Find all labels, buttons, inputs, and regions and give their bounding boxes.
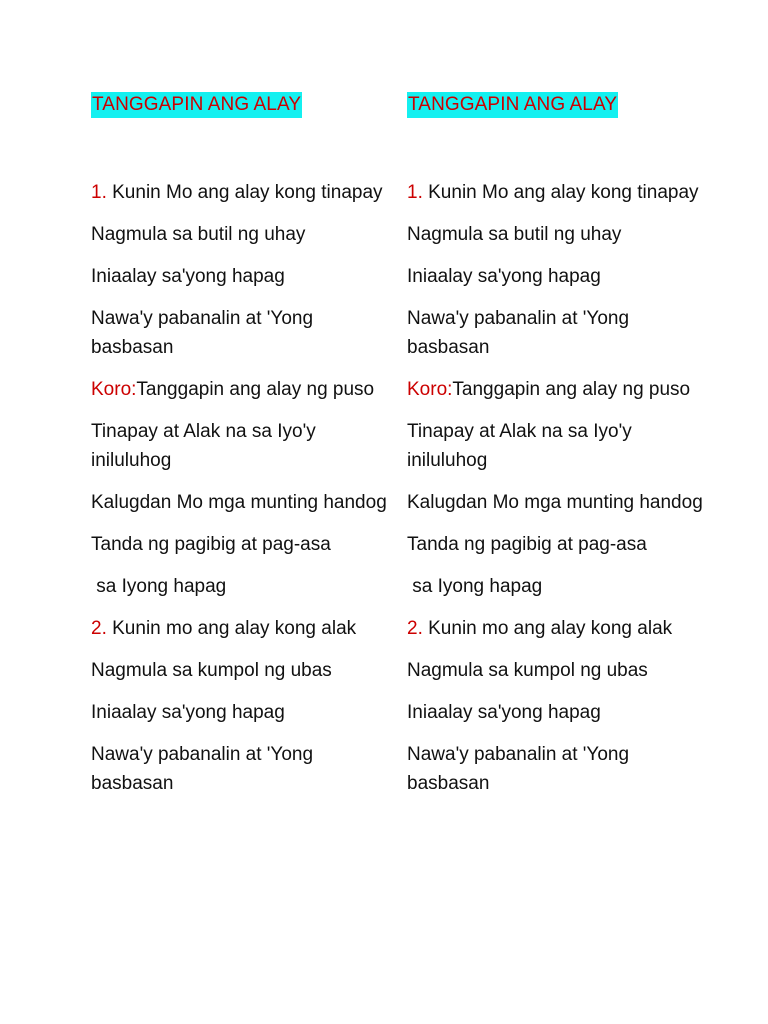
verse-marker: 2. bbox=[91, 618, 107, 639]
lyric-text: Nagmula sa kumpol ng ubas bbox=[407, 660, 648, 681]
lyric-text: Tanda ng pagibig at pag-asa bbox=[407, 534, 647, 555]
lyric-line bbox=[91, 262, 391, 291]
lyric-text: Iniaalay sa'yong hapag bbox=[407, 266, 601, 287]
lyric-line bbox=[91, 304, 391, 362]
lyrics-lines bbox=[407, 178, 707, 798]
lyric-line bbox=[91, 220, 391, 249]
lyric-text: Nagmula sa butil ng uhay bbox=[407, 224, 622, 245]
lyric-line bbox=[407, 417, 707, 475]
lyric-line bbox=[407, 178, 707, 207]
lyric-line bbox=[91, 614, 391, 643]
lyric-text: Nawa'y pabanalin at 'Yong basbasan bbox=[407, 744, 635, 794]
lyric-line bbox=[407, 572, 707, 601]
song-title: TANGGAPIN ANG ALAY bbox=[407, 92, 618, 118]
lyric-text: Nawa'y pabanalin at 'Yong basbasan bbox=[91, 744, 319, 794]
lyric-line bbox=[407, 614, 707, 643]
lyric-text: Kalugdan Mo mga munting handog bbox=[91, 492, 387, 513]
lyric-line bbox=[407, 740, 707, 798]
lyric-text: Kalugdan Mo mga munting handog bbox=[407, 492, 703, 513]
lyric-line bbox=[407, 530, 707, 559]
lyric-line bbox=[91, 572, 391, 601]
lyric-text: Nagmula sa butil ng uhay bbox=[91, 224, 306, 245]
lyric-line bbox=[407, 698, 707, 727]
lyrics-lines bbox=[91, 178, 391, 798]
verse-marker: Koro: bbox=[407, 379, 453, 400]
lyric-line bbox=[407, 375, 707, 404]
song-title: TANGGAPIN ANG ALAY bbox=[91, 92, 302, 118]
lyric-line bbox=[91, 178, 391, 207]
lyric-text: Iniaalay sa'yong hapag bbox=[91, 702, 285, 723]
lyrics-column-right bbox=[407, 92, 707, 811]
lyrics-column-left bbox=[91, 92, 391, 811]
lyric-text: Tinapay at Alak na sa Iyo'y iniluluhog bbox=[407, 421, 637, 471]
lyric-line bbox=[91, 375, 391, 404]
lyric-text: Tanggapin ang alay ng puso bbox=[136, 379, 375, 400]
lyric-line bbox=[91, 656, 391, 685]
lyric-line bbox=[91, 417, 391, 475]
lyric-line bbox=[91, 740, 391, 798]
lyric-text: Tanggapin ang alay ng puso bbox=[452, 379, 691, 400]
verse-marker: Koro: bbox=[91, 379, 137, 400]
verse-marker: 1. bbox=[407, 182, 423, 203]
lyric-text: Nawa'y pabanalin at 'Yong basbasan bbox=[91, 308, 319, 358]
lyric-line bbox=[407, 488, 707, 517]
verse-marker: 2. bbox=[407, 618, 423, 639]
lyric-line bbox=[407, 304, 707, 362]
lyric-text: sa Iyong hapag bbox=[91, 576, 227, 597]
lyric-text: Tanda ng pagibig at pag-asa bbox=[91, 534, 331, 555]
lyric-text: Nawa'y pabanalin at 'Yong basbasan bbox=[407, 308, 635, 358]
lyric-text: Iniaalay sa'yong hapag bbox=[91, 266, 285, 287]
lyric-text: Kunin Mo ang alay kong tinapay bbox=[422, 182, 699, 203]
lyric-text: Iniaalay sa'yong hapag bbox=[407, 702, 601, 723]
lyric-line bbox=[91, 488, 391, 517]
lyric-text: Nagmula sa kumpol ng ubas bbox=[91, 660, 332, 681]
lyric-line bbox=[407, 656, 707, 685]
lyric-line bbox=[91, 530, 391, 559]
verse-marker: 1. bbox=[91, 182, 107, 203]
lyric-line bbox=[407, 262, 707, 291]
lyric-text: Kunin mo ang alay kong alak bbox=[422, 618, 673, 639]
lyric-text: sa Iyong hapag bbox=[407, 576, 543, 597]
lyric-text: Kunin Mo ang alay kong tinapay bbox=[106, 182, 383, 203]
lyric-line bbox=[407, 220, 707, 249]
lyric-text: Tinapay at Alak na sa Iyo'y iniluluhog bbox=[91, 421, 321, 471]
lyric-line bbox=[91, 698, 391, 727]
lyric-text: Kunin mo ang alay kong alak bbox=[106, 618, 357, 639]
